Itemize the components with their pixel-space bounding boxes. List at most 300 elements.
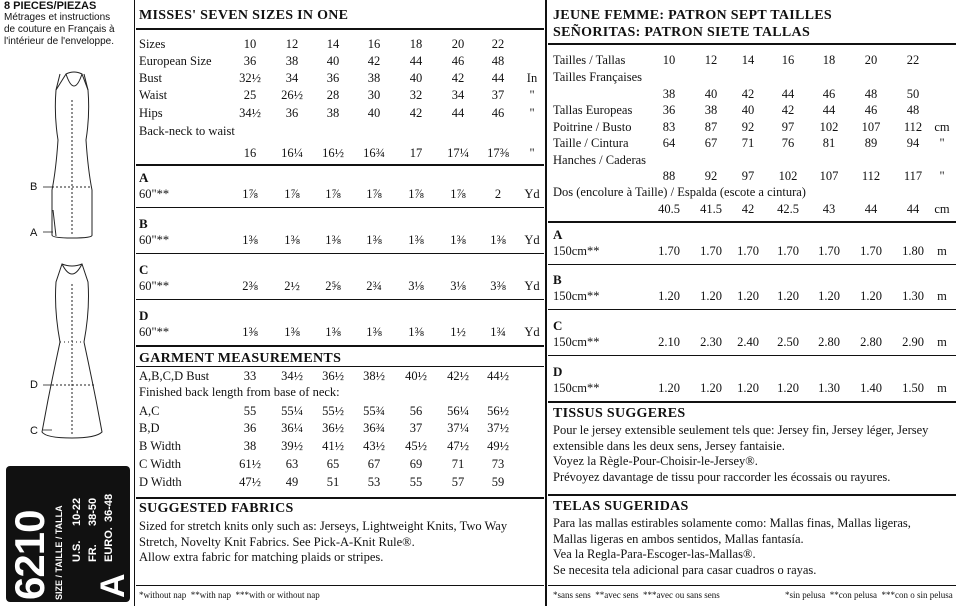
value-cell: 40: [741, 103, 755, 117]
value-cell: 32½: [239, 71, 261, 85]
fabric-width: 60"**: [139, 279, 170, 293]
value-cell: 1.70: [658, 244, 680, 258]
value-cell: 34: [285, 71, 299, 85]
telas-line: Para las mallas estirables solamente como: Mallas finas, Mallas ligeras,: [553, 516, 911, 530]
fabric-width: 150cm**: [553, 381, 600, 395]
value-cell: 117: [903, 169, 923, 183]
row-label: Waist: [139, 88, 168, 102]
view-letter: A: [553, 227, 563, 242]
value-cell: 38: [326, 106, 340, 120]
value-cell: 36: [243, 421, 257, 435]
view-letter: B: [553, 272, 562, 287]
value-cell: 1⅜: [242, 233, 258, 247]
value-cell: 40.5: [658, 202, 680, 216]
fabrics-rule-top: [136, 497, 544, 499]
value-cell: 49½: [487, 439, 509, 453]
value-cell: 16¼: [281, 146, 303, 160]
value-cell: 40½: [405, 369, 427, 383]
misses-title-rule: [136, 28, 544, 30]
value-cell: 46: [491, 106, 505, 120]
value-cell: 44: [409, 54, 423, 68]
telas-line: Se necesita tela adicional para casar cuadros o rayas.: [553, 562, 817, 577]
value-cell: 3⅛: [408, 279, 424, 293]
fabric-width: 150cm**: [553, 335, 600, 349]
value-cell: 112: [903, 120, 923, 134]
value-cell: 20: [451, 37, 465, 51]
value-cell: 55½: [322, 404, 344, 418]
value-cell: 12: [285, 37, 299, 51]
note-line: de couture en Français à: [4, 24, 115, 35]
note-line: Métrages et instructions: [4, 12, 111, 23]
value-cell: 1⅞: [242, 187, 258, 201]
value-cell: 40: [409, 71, 423, 85]
view-letter: A: [139, 170, 149, 185]
view-rule: [136, 299, 544, 300]
unit-cell: Yd: [524, 279, 540, 293]
value-cell: 12: [704, 53, 718, 67]
value-cell: 1.70: [737, 244, 759, 258]
value-cell: 20: [864, 53, 878, 67]
value-cell: 1.20: [777, 381, 799, 395]
value-cell: 22: [906, 53, 920, 67]
row-label: B Width: [139, 439, 181, 453]
value-cell: 43½: [363, 439, 385, 453]
tissus-text: [553, 423, 955, 485]
telas-title: TELAS SUGERIDAS: [553, 499, 689, 514]
value-cell: 46: [822, 87, 836, 101]
value-cell: 36¾: [363, 421, 385, 435]
value-cell: 14: [326, 37, 340, 51]
tissus-line: extensible dans les deux sens, Jersey fantaisie.: [553, 438, 785, 453]
fabrics-line: Stretch, Novelty Knit Fabrics. See Pick-A-Knit Rule®.: [139, 534, 415, 549]
view-letter: D: [139, 308, 149, 323]
value-cell: 102: [819, 120, 839, 134]
view-rule: [548, 309, 956, 310]
value-cell: 1.40: [860, 381, 882, 395]
value-cell: 33: [243, 369, 257, 383]
value-cell: 1.70: [700, 244, 722, 258]
value-cell: 48: [906, 103, 920, 117]
value-cell: 38: [662, 87, 676, 101]
value-cell: 16: [367, 37, 381, 51]
value-cell: 1.20: [737, 289, 759, 303]
value-cell: 2⅝: [325, 279, 341, 293]
fabrics-text: [139, 519, 543, 566]
value-cell: 45½: [405, 439, 427, 453]
value-cell: 17¼: [447, 146, 469, 160]
tissus-line: Voyez la Règle-Pour-Choisir-le-Jersey®.: [553, 454, 758, 468]
value-cell: 44: [451, 106, 465, 120]
fabric-width: 150cm**: [553, 289, 600, 303]
us-label: U.S.: [71, 540, 83, 562]
value-cell: 36: [285, 106, 299, 120]
right-foot-rule: [548, 585, 956, 586]
value-cell: 44: [491, 71, 505, 85]
view-label-c: C: [30, 425, 38, 437]
value-cell: 37: [409, 421, 423, 435]
view-rule: [548, 355, 956, 356]
value-cell: 42: [741, 202, 755, 216]
unit-cell: In: [526, 71, 538, 85]
backneck-label: Back-neck to waist: [139, 124, 235, 138]
value-cell: 36¼: [281, 421, 303, 435]
value-cell: 40: [704, 87, 718, 101]
value-cell: 42: [409, 106, 423, 120]
value-cell: 42½: [447, 369, 469, 383]
value-cell: 71: [741, 136, 755, 150]
value-cell: 32: [409, 88, 423, 102]
value-cell: 83: [662, 120, 676, 134]
unit-cell: cm: [934, 202, 950, 216]
finished-label: Finished back length from base of neck:: [139, 385, 340, 399]
value-cell: 36½: [322, 421, 344, 435]
value-cell: 71: [451, 457, 465, 471]
value-cell: 1⅜: [490, 233, 506, 247]
value-cell: 34: [451, 88, 465, 102]
value-cell: 1.20: [818, 289, 840, 303]
unit-cell: ": [529, 106, 535, 120]
value-cell: 36: [243, 54, 257, 68]
value-cell: 1⅞: [284, 187, 300, 201]
value-cell: 92: [741, 120, 755, 134]
value-cell: 16: [243, 146, 257, 160]
row-label: Bust: [139, 71, 162, 85]
value-cell: 69: [409, 457, 423, 471]
unit-cell: m: [937, 381, 947, 395]
value-cell: 1⅜: [366, 233, 382, 247]
view-label-a: A: [30, 227, 38, 239]
value-cell: 37¼: [447, 421, 469, 435]
row-label: B,D: [139, 421, 160, 435]
view-letter: B: [139, 216, 148, 231]
value-cell: 43: [822, 202, 836, 216]
value-cell: 1⅜: [366, 325, 382, 339]
value-cell: 2.90: [902, 335, 924, 349]
value-cell: 37: [491, 88, 505, 102]
dress-illustrations: [0, 60, 135, 460]
value-cell: 1⅜: [408, 233, 424, 247]
value-cell: 1⅜: [284, 325, 300, 339]
value-cell: 2.50: [777, 335, 799, 349]
misses-title: MISSES' SEVEN SIZES IN ONE: [139, 8, 349, 23]
value-cell: 16¾: [363, 146, 385, 160]
value-cell: 41½: [322, 439, 344, 453]
row-label: Dos (encolure à Taille) / Espalda (escote a cintura): [553, 185, 806, 199]
value-cell: 65: [326, 457, 340, 471]
value-cell: 1⅞: [450, 187, 466, 201]
value-cell: 2: [494, 187, 502, 201]
value-cell: 59: [491, 475, 505, 489]
euro-range: 36-48: [103, 493, 115, 522]
row-label: European Size: [139, 54, 212, 68]
value-cell: 1⅞: [366, 187, 382, 201]
value-cell: 25: [243, 88, 257, 102]
value-cell: 46: [451, 54, 465, 68]
value-cell: 48: [491, 54, 505, 68]
value-cell: 42: [367, 54, 381, 68]
value-cell: 47½: [239, 475, 261, 489]
value-cell: 44½: [487, 369, 509, 383]
value-cell: 44: [864, 202, 878, 216]
unit-cell: m: [937, 244, 947, 258]
value-cell: 10: [243, 37, 257, 51]
value-cell: 1⅞: [325, 187, 341, 201]
view-label-b: B: [30, 181, 38, 193]
pieces-line: 8 PIECES/PIEZAS: [4, 0, 97, 12]
value-cell: 1.70: [818, 244, 840, 258]
size-letter: A: [94, 573, 132, 598]
value-cell: 56: [409, 404, 423, 418]
value-cell: 102: [778, 169, 798, 183]
value-cell: 55: [243, 404, 257, 418]
value-cell: 1.50: [902, 381, 924, 395]
value-cell: 36½: [322, 369, 344, 383]
note-line: l'intérieur de l'enveloppe.: [4, 36, 114, 47]
value-cell: 1⅜: [450, 233, 466, 247]
value-cell: 107: [819, 169, 839, 183]
value-cell: 55: [409, 475, 423, 489]
value-cell: 42.5: [777, 202, 799, 216]
value-cell: 16: [781, 53, 795, 67]
value-cell: 64: [662, 136, 676, 150]
value-cell: 41.5: [700, 202, 722, 216]
unit-cell: m: [937, 335, 947, 349]
value-cell: 38: [243, 439, 257, 453]
value-cell: 49: [285, 475, 299, 489]
unit-cell: Yd: [524, 325, 540, 339]
value-cell: 51: [326, 475, 340, 489]
value-cell: 26½: [281, 88, 303, 102]
value-cell: 56½: [487, 404, 509, 418]
value-cell: 1.20: [777, 289, 799, 303]
value-cell: 44: [822, 103, 836, 117]
value-cell: 1⅜: [242, 325, 258, 339]
view-rule: [136, 253, 544, 254]
fabric-width: 60"**: [139, 187, 170, 201]
misses-footnote: *without nap **with nap ***with or without nap: [139, 590, 320, 600]
value-cell: 47½: [447, 439, 469, 453]
fabrics-title: SUGGESTED FABRICS: [139, 501, 294, 516]
row-label: Tailles / Tallas: [553, 53, 626, 67]
value-cell: 81: [822, 136, 836, 150]
value-cell: 40: [367, 106, 381, 120]
unit-cell: Yd: [524, 233, 540, 247]
right-title-rule: [548, 43, 956, 45]
fr-range: 38-50: [87, 497, 99, 526]
value-cell: 2.10: [658, 335, 680, 349]
value-cell: 88: [662, 169, 676, 183]
euro-label: EURO.: [103, 527, 115, 562]
value-cell: 1.20: [658, 381, 680, 395]
value-cell: 2.30: [700, 335, 722, 349]
value-cell: 37½: [487, 421, 509, 435]
value-cell: 97: [781, 120, 795, 134]
fabrics-line: Sized for stretch knits only such as: Jerseys, Lightweight Knits, Two Way: [139, 519, 508, 533]
value-cell: 38: [285, 54, 299, 68]
row-label: Tallas Europeas: [553, 103, 633, 117]
value-cell: 73: [491, 457, 505, 471]
value-cell: 1.30: [818, 381, 840, 395]
value-cell: 112: [861, 169, 881, 183]
telas-line: Vea la Regla-Para-Escoger-las-Mallas®.: [553, 547, 756, 561]
view-rule: [136, 345, 544, 347]
value-cell: 92: [704, 169, 718, 183]
value-cell: 61½: [239, 457, 261, 471]
tissus-rule-top: [548, 401, 956, 403]
row-label: Taille / Cintura: [553, 136, 629, 150]
value-cell: 2.80: [860, 335, 882, 349]
value-cell: 53: [367, 475, 381, 489]
value-cell: 55¼: [281, 404, 303, 418]
value-cell: 2⅜: [242, 279, 258, 293]
us-range: 10-22: [71, 497, 83, 526]
value-cell: 18: [409, 37, 423, 51]
fabric-width: 60"**: [139, 233, 170, 247]
row-label: Tailles Françaises: [553, 70, 643, 84]
telas-rule-top: [548, 494, 956, 496]
value-cell: 1⅜: [408, 325, 424, 339]
telas-text: [553, 516, 955, 578]
row-label: A,C: [139, 404, 160, 418]
value-cell: 2½: [284, 279, 300, 293]
value-cell: 48: [864, 87, 878, 101]
value-cell: 1.70: [860, 244, 882, 258]
value-cell: 2.80: [818, 335, 840, 349]
tissus-title: TISSUS SUGGERES: [553, 406, 686, 421]
value-cell: 1.20: [700, 381, 722, 395]
misses-foot-rule: [136, 585, 544, 586]
unit-cell: Yd: [524, 187, 540, 201]
value-cell: 36: [662, 103, 676, 117]
value-cell: 67: [367, 457, 381, 471]
footnote-fr: *sans sens **avec sens ***avec ou sans sens: [553, 590, 720, 600]
value-cell: 67: [704, 136, 718, 150]
garment-title-rule: [136, 366, 544, 367]
value-cell: 38½: [363, 369, 385, 383]
unit-cell: cm: [934, 120, 950, 134]
value-cell: 1.20: [658, 289, 680, 303]
value-cell: 1⅜: [284, 233, 300, 247]
value-cell: 34½: [281, 369, 303, 383]
value-cell: 57: [451, 475, 465, 489]
value-cell: 89: [864, 136, 878, 150]
view-letter: C: [139, 262, 149, 277]
divider-center: [545, 0, 547, 606]
section-rule: [548, 221, 956, 223]
row-label: C Width: [139, 457, 181, 471]
fabric-width: 150cm**: [553, 244, 600, 258]
value-cell: 1.80: [902, 244, 924, 258]
value-cell: 1.20: [737, 381, 759, 395]
row-label: Poitrine / Busto: [553, 120, 632, 134]
pattern-number: 6210: [6, 510, 53, 600]
value-cell: 42: [741, 87, 755, 101]
value-cell: 107: [861, 120, 881, 134]
unit-cell: ": [529, 88, 535, 102]
row-label: A,B,C,D Bust: [139, 369, 210, 383]
value-cell: 56¼: [447, 404, 469, 418]
fabric-width: 60"**: [139, 325, 170, 339]
footnote-es: *sin pelusa **con pelusa ***con o sin pelusa: [785, 590, 953, 600]
value-cell: 17: [409, 146, 423, 160]
size-label: SIZE / TAILLE / TALLA: [54, 505, 64, 600]
value-cell: 1⅞: [408, 187, 424, 201]
fabrics-line: Allow extra fabric for matching plaids or stripes.: [139, 550, 384, 564]
value-cell: 1.20: [700, 289, 722, 303]
value-cell: 28: [326, 88, 340, 102]
value-cell: 1½: [450, 325, 466, 339]
value-cell: 50: [906, 87, 920, 101]
right-title-es: SEÑORITAS: PATRON SIETE TALLAS: [553, 25, 811, 40]
value-cell: 44: [781, 87, 795, 101]
value-cell: 18: [822, 53, 836, 67]
value-cell: 97: [741, 169, 755, 183]
value-cell: 55¾: [363, 404, 385, 418]
row-label: Sizes: [139, 37, 166, 51]
unit-cell: ": [939, 136, 945, 150]
value-cell: 2.40: [737, 335, 759, 349]
value-cell: 1.70: [777, 244, 799, 258]
row-label: D Width: [139, 475, 182, 489]
value-cell: 39½: [281, 439, 303, 453]
divider-left: [134, 0, 135, 606]
value-cell: 1⅜: [325, 233, 341, 247]
section-rule: [136, 164, 544, 166]
value-cell: 22: [491, 37, 505, 51]
value-cell: 76: [781, 136, 795, 150]
value-cell: 1.20: [860, 289, 882, 303]
french-note: [4, 12, 132, 48]
value-cell: 63: [285, 457, 299, 471]
value-cell: 44: [906, 202, 920, 216]
value-cell: 17⅜: [487, 146, 509, 160]
value-cell: 3⅜: [490, 279, 506, 293]
badge-text-rotated: [6, 450, 130, 602]
front-view-dress-icon: [42, 264, 102, 438]
value-cell: 42: [781, 103, 795, 117]
value-cell: 87: [704, 120, 718, 134]
value-cell: 38: [367, 71, 381, 85]
value-cell: 1⅜: [325, 325, 341, 339]
back-view-dress-icon: [52, 72, 92, 238]
view-label-d: D: [30, 379, 38, 391]
value-cell: 46: [864, 103, 878, 117]
value-cell: 30: [367, 88, 381, 102]
value-cell: 16½: [322, 146, 344, 160]
row-label: Hanches / Caderas: [553, 153, 647, 167]
value-cell: 36: [326, 71, 340, 85]
value-cell: 1.30: [902, 289, 924, 303]
garment-title: GARMENT MEASUREMENTS: [139, 351, 342, 366]
value-cell: 34½: [239, 106, 261, 120]
right-title-fr: JEUNE FEMME: PATRON SEPT TAILLES: [553, 8, 833, 23]
value-cell: 10: [662, 53, 676, 67]
unit-cell: m: [937, 289, 947, 303]
view-letter: C: [553, 318, 563, 333]
fr-label: FR.: [87, 544, 99, 562]
value-cell: 14: [741, 53, 755, 67]
value-cell: 1¾: [490, 325, 506, 339]
telas-line: Mallas ligeras en ambos sentidos, Mallas fantasía.: [553, 531, 804, 546]
view-letter: D: [553, 364, 563, 379]
unit-cell: ": [939, 169, 945, 183]
tissus-line: Prévoyez davantage de tissu pour raccorder les écossais ou rayures.: [553, 469, 891, 484]
value-cell: 42: [451, 71, 465, 85]
value-cell: 38: [704, 103, 718, 117]
unit-cell: ": [529, 146, 535, 160]
view-rule: [548, 264, 956, 265]
tissus-line: Pour le jersey extensible seulement tels que: Jersey fin, Jersey léger, Jersey: [553, 423, 929, 437]
